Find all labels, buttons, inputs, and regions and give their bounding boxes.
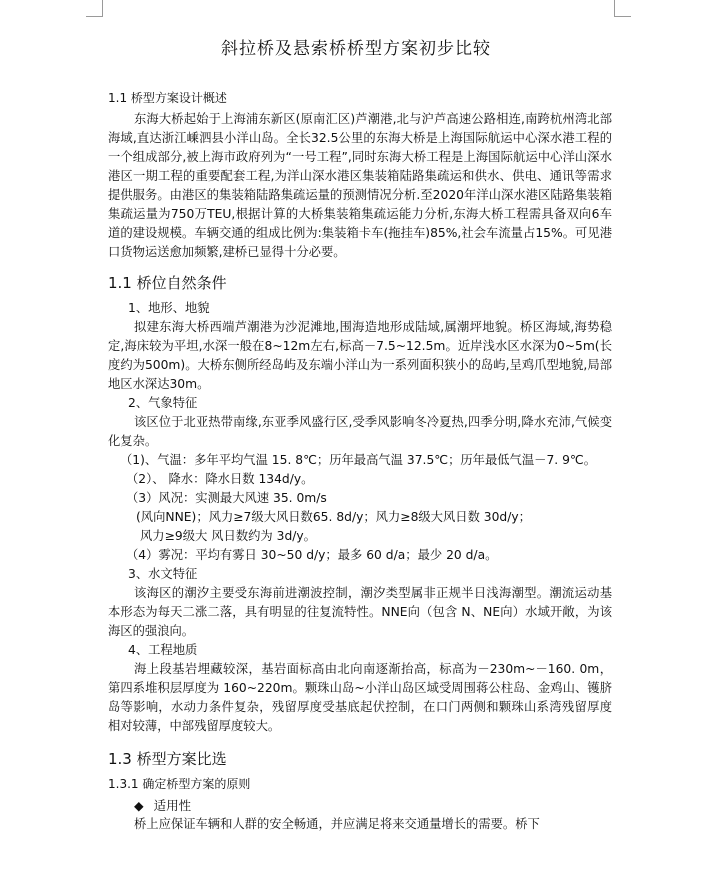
terrain-subheading: 1、地形、地貌	[128, 301, 210, 315]
temperature-line: （1)、气温：多年平均气温 15. 8℃；历年最高气温 37.5℃；历年最低气温－7. 9℃。	[120, 453, 597, 467]
rainfall-line: （2）、 降水：降水日数 134d/y。	[126, 472, 314, 486]
section-heading-overview: 1.1 桥型方案设计概述	[108, 91, 227, 105]
wind-line-1: （3）风况：实测最大风速 35. 0m/s	[126, 491, 327, 505]
diamond-bullet-icon: ◆	[134, 798, 144, 813]
climate-paragraph: 该区位于北亚热带南缘,东亚季风盛行区,受季风影响冬冷夏热,四季分明,降水充沛,气候变化复杂。	[108, 415, 612, 448]
applicability-bullet	[134, 796, 612, 815]
wind-line-2: (风向NNE)；风力≥7级大风日数65. 8d/y；风力≥8级大风日数 30d/y；	[136, 510, 531, 524]
section-heading-scheme-selection: 1.3 桥型方案比选	[108, 750, 227, 768]
fog-line: （4）雾况：平均有雾日 30~50 d/y；最多 60 d/a；最少 20 d/a。	[126, 548, 498, 562]
subsection-heading-principles: 1.3.1 确定桥型方案的原则	[108, 777, 251, 791]
page-corner-mark-left	[86, 0, 103, 17]
geology-subheading: 4、工程地质	[128, 643, 198, 657]
applicability-paragraph: 桥上应保证车辆和人群的安全畅通，并应满足将来交通量增长的需要。桥下	[134, 817, 540, 831]
terrain-paragraph: 拟建东海大桥西端芦潮港为沙泥滩地,围海造地形成陆域,属潮坪地貌。桥区海域,海势稳定,海床较为平坦,水深一般在8~12m左右,标高－7.5~12.5m。近岸浅水区水深为0~5m(长度约为500m)。大桥东侧所经岛屿及东端小洋山为一系列面积狭小的岛屿,呈鸡爪型地貌,局部地区水深达30m。	[108, 320, 612, 391]
climate-subheading: 2、气象特征	[128, 396, 198, 410]
geology-paragraph: 海上段基岩埋藏较深，基岩面标高由北向南逐渐抬高，标高为－230m~－160. 0m，第四系堆积层厚度为 160~220m。颗珠山岛~小洋山岛区域受周围蒋公柱岛、金鸡山、镬脐岛等影响，水动力条件复杂，残留厚度受基底起伏控制，在口门两侧和颗珠山系湾残留厚度相对较薄，中部残留厚度较大。	[108, 662, 612, 733]
applicability-label: 适用性	[153, 798, 192, 813]
page-corner-mark-right	[614, 0, 631, 17]
document-title: 斜拉桥及悬索桥桥型方案初步比较	[221, 39, 491, 59]
wind-line-3: 风力≥9级大 风日数约为 3d/y。	[140, 529, 316, 543]
hydrology-paragraph: 该海区的潮汐主要受东海前进潮波控制，潮汐类型属非正规半日浅海潮型。潮流运动基本形态为每天二涨二落，具有明显的往复流特性。NNE向（包含 N、NE向）水域开敞，为该海区的强浪向。	[108, 586, 612, 638]
hydrology-subheading: 3、水文特征	[128, 567, 198, 581]
document-page	[100, 28, 612, 834]
overview-paragraph: 东海大桥起始于上海浦东新区(原南汇区)芦潮港,北与沪芦高速公路相连,南跨杭州湾北部海域,直达浙江嵊泗县小洋山岛。全长32.5公里的东海大桥是上海国际航运中心深水港工程的一个组成部分,被上海市政府列为“一号工程”,同时东海大桥工程是上海国际航运中心洋山深水港区一期工程的重要配套工程,为洋山深水港区集装箱陆路集疏运和供水、供电、通讯等需求提供服务。由港区的集装箱陆路集疏运量的预测情况分析.至2020年洋山深水港区陆路集装箱集疏运量为750万TEU,根据计算的大桥集装箱集疏运能力分析,东海大桥工程需具备双向6车道的建设规模。车辆交通的组成比例为:集装箱卡车(拖挂车)85%,社会车流量占15%。可见港口货物运送愈加频繁,建桥已显得十分必要。	[108, 112, 612, 259]
section-heading-natural-conditions: 1.1 桥位自然条件	[108, 274, 227, 292]
